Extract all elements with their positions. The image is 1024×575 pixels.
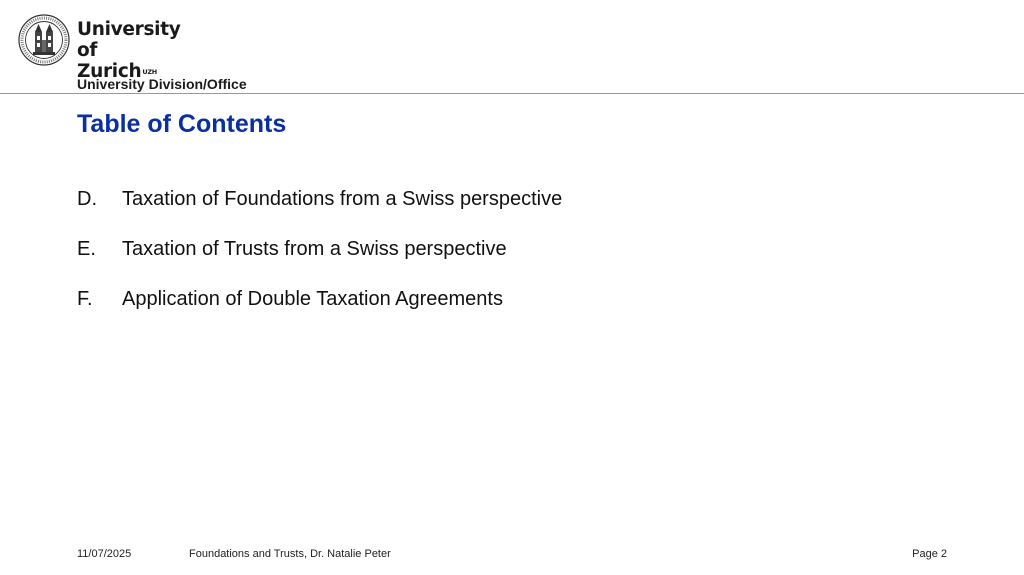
logo-line-2-text: Zurich — [77, 61, 142, 82]
toc-item-e — [77, 238, 977, 288]
toc-item-d — [77, 188, 977, 238]
logo-line-1: University of — [77, 19, 181, 61]
division-label: University Division/Office — [77, 76, 247, 92]
header-divider — [0, 93, 1024, 94]
toc-list — [77, 188, 977, 338]
toc-item-text: Taxation of Foundations from a Swiss perspective — [122, 188, 563, 210]
toc-item-letter: F. — [77, 288, 93, 310]
toc-item-letter: D. — [77, 188, 97, 210]
slide-title: Table of Contents — [77, 110, 287, 138]
logo-superscript: UZH — [142, 68, 157, 76]
footer-page-number: Page 2 — [912, 548, 947, 560]
toc-item-text: Taxation of Trusts from a Swiss perspective — [122, 238, 507, 260]
logo-wordmark — [77, 19, 188, 82]
university-logo — [18, 14, 188, 82]
footer-date: 11/07/2025 — [77, 548, 132, 560]
university-seal-icon — [18, 14, 70, 66]
toc-item-text: Application of Double Taxation Agreements — [122, 288, 503, 310]
toc-item-f — [77, 288, 977, 338]
toc-item-letter: E. — [77, 238, 96, 260]
footer-title: Foundations and Trusts, Dr. Natalie Peter — [189, 548, 391, 560]
